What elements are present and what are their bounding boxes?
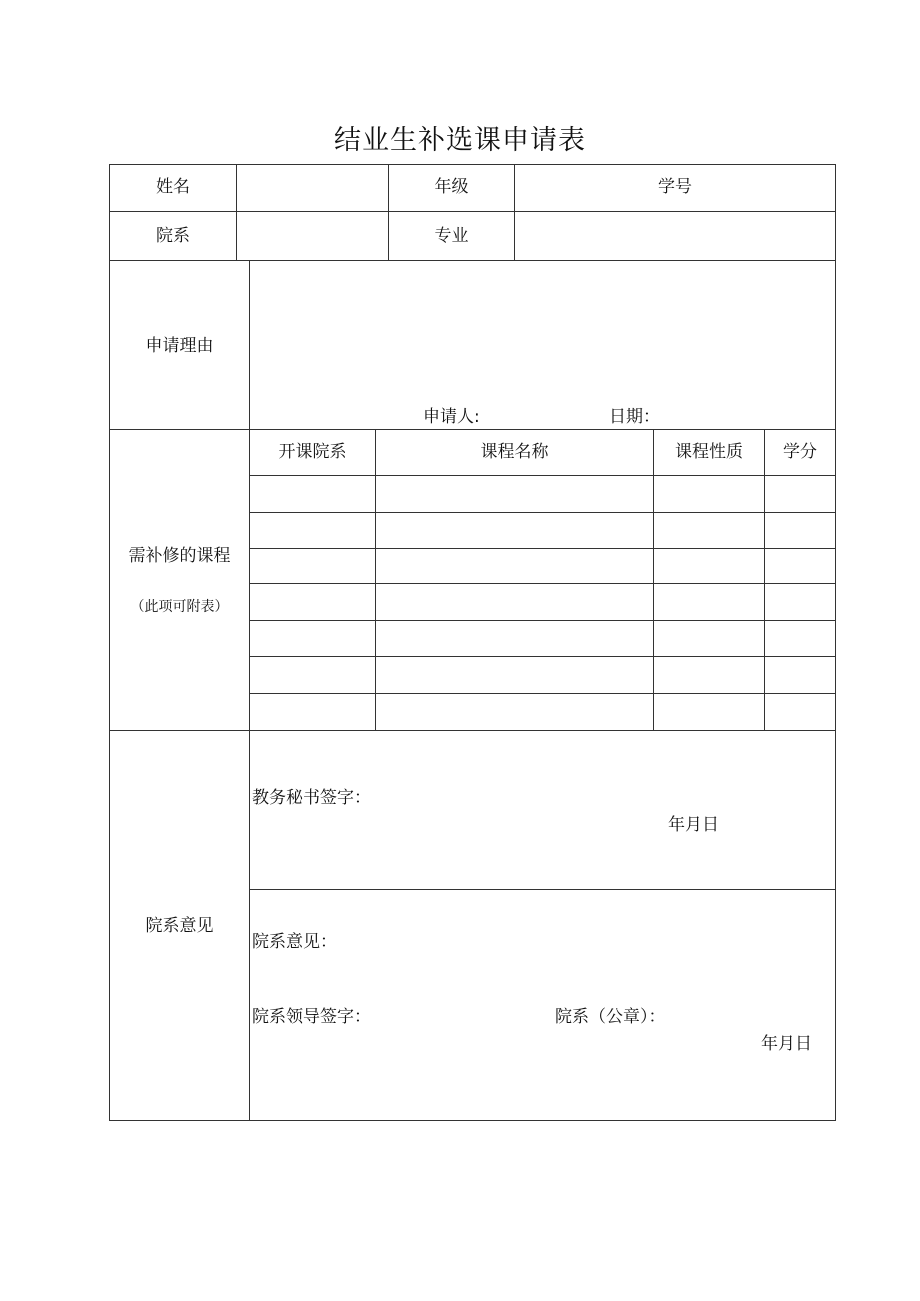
course-cell[interactable]: [766, 621, 835, 656]
course-cell[interactable]: [377, 476, 653, 512]
form-title: 结业生补选课申请表: [334, 125, 586, 156]
border-right: [835, 164, 836, 1121]
course-cell[interactable]: [655, 694, 764, 730]
date-line-2: 年月日: [761, 1034, 812, 1054]
reason-label: 申请理由: [145, 336, 214, 356]
course-cell[interactable]: [655, 657, 764, 693]
dept-seal-label: 院系（公章）：: [555, 1007, 666, 1027]
courses-bottom: [109, 730, 836, 731]
header-course-type: 课程性质: [675, 442, 743, 462]
course-cell[interactable]: [377, 694, 653, 730]
leader-sign-label: 院系领导签字：: [252, 1007, 371, 1027]
dept-field[interactable]: [237, 212, 388, 260]
course-cell[interactable]: [766, 549, 835, 583]
course-cell[interactable]: [655, 621, 764, 656]
course-cell[interactable]: [377, 657, 653, 693]
course-cell[interactable]: [251, 621, 375, 656]
major-label: 专业: [434, 226, 469, 246]
course-cell[interactable]: [251, 513, 375, 548]
course-col-divider: [375, 429, 376, 730]
course-cell[interactable]: [377, 549, 653, 583]
course-cell[interactable]: [766, 513, 835, 548]
dept-label: 院系: [156, 226, 190, 246]
name-label: 姓名: [156, 177, 190, 197]
course-cell[interactable]: [766, 657, 835, 693]
courses-note: （此项可附表）: [130, 599, 229, 615]
header-offering-dept: 开课院系: [278, 442, 347, 462]
grade-label: 年级: [434, 177, 469, 197]
secretary-bottom: [250, 889, 836, 890]
course-col-divider: [653, 429, 654, 730]
dept-opinion-label: 院系意见：: [252, 932, 337, 952]
student-id-label: 学号: [658, 177, 692, 197]
applicant-label: 申请人:: [423, 407, 480, 427]
secretary-sign-label: 教务秘书签字：: [252, 788, 371, 808]
border-left: [109, 164, 110, 1121]
course-cell[interactable]: [377, 621, 653, 656]
reason-bottom: [109, 429, 836, 430]
date-line-1: 年月日: [668, 815, 719, 835]
major-field[interactable]: [515, 212, 835, 260]
course-cell[interactable]: [655, 584, 764, 620]
header-course-name: 课程名称: [480, 442, 549, 462]
date-label: 日期：: [609, 407, 660, 427]
header-credits: 学分: [783, 442, 817, 462]
opinion-label: 院系意见: [145, 916, 214, 936]
course-cell[interactable]: [251, 584, 375, 620]
course-cell[interactable]: [655, 513, 764, 548]
course-cell[interactable]: [251, 657, 375, 693]
course-cell[interactable]: [251, 476, 375, 512]
border-top: [109, 164, 836, 165]
course-col-divider: [764, 429, 765, 730]
course-cell[interactable]: [251, 549, 375, 583]
reason-field[interactable]: [250, 261, 835, 401]
course-cell[interactable]: [377, 584, 653, 620]
course-cell[interactable]: [766, 694, 835, 730]
border-bottom: [109, 1120, 836, 1121]
course-cell[interactable]: [655, 476, 764, 512]
course-cell[interactable]: [766, 584, 835, 620]
courses-label: 需补修的课程: [128, 546, 231, 566]
name-field[interactable]: [237, 165, 388, 211]
course-cell[interactable]: [766, 476, 835, 512]
course-cell[interactable]: [377, 513, 653, 548]
course-cell[interactable]: [251, 694, 375, 730]
course-cell[interactable]: [655, 549, 764, 583]
